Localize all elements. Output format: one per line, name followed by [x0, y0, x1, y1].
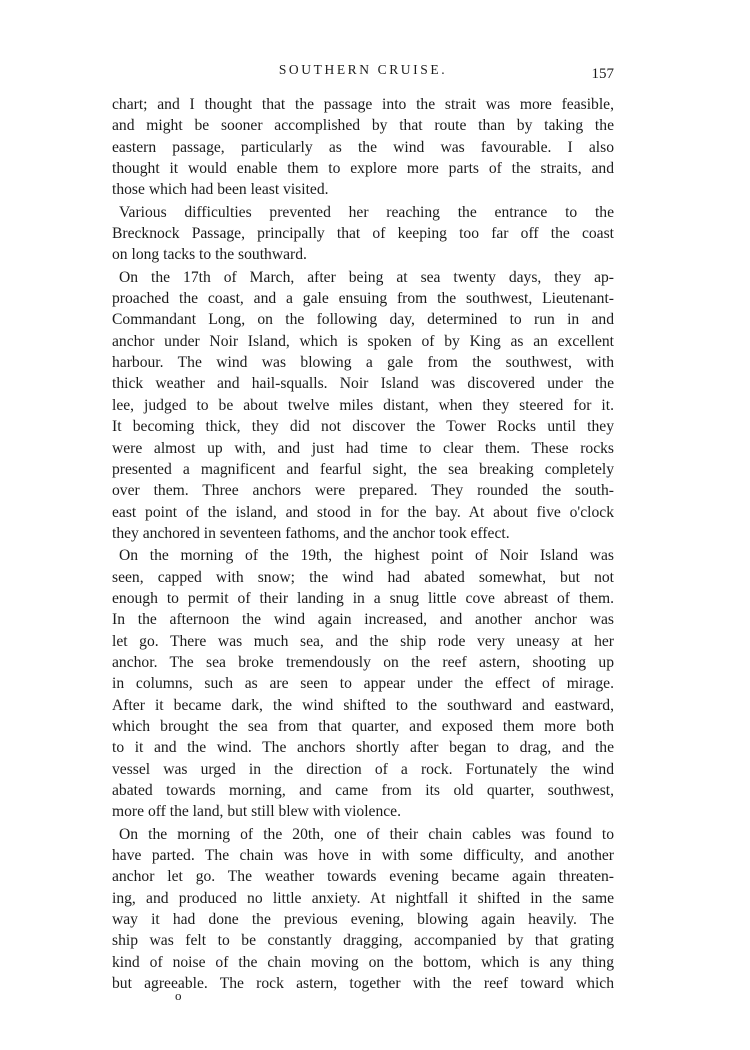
text-line: After it became dark, the wind shifted to the southward and eastward, [112, 696, 614, 714]
text-line: Various difficulties prevented her reaching the entrance to the [119, 203, 614, 221]
text-line: way it had done the previous evening, blowing again heavily. The [112, 911, 614, 929]
text-line: kind of noise of the chain moving on the bottom, which is any thing [112, 953, 614, 971]
text-line: ing, and produced no little anxiety. At nightfall it shifted in the same [112, 889, 614, 907]
paragraph-2 [112, 202, 614, 266]
text-line: eastern passage, particularly as the wind was favourable. I also [112, 138, 614, 156]
running-head [112, 58, 614, 88]
text-line: abated towards morning, and came from its old quarter, southwest, [112, 782, 614, 799]
text-line: lee, judged to be about twelve miles distant, when they steered for it. [112, 396, 614, 414]
text-line: have parted. The chain was hove in with some difficulty, and another [112, 847, 614, 865]
text-line: On the 17th of March, after being at sea twenty days, they ap- [119, 268, 614, 286]
text-line: proached the coast, and a gale ensuing from the southwest, Lieutenant- [112, 290, 614, 308]
text-line: Commandant Long, on the following day, determined to run in and [112, 311, 614, 329]
text-line: enough to permit of their landing in a snug little cove abreast of them. [112, 589, 614, 607]
page-body [112, 94, 614, 994]
text-line: thick weather and hail-squalls. Noir Island was discovered under the [112, 375, 614, 393]
text-line: anchor. The sea broke tremendously on the reef astern, shooting up [112, 653, 614, 671]
text-line: to it and the wind. The anchors shortly after began to drag, and the [112, 739, 614, 757]
text-line: in columns, such as are seen to appear under the effect of mirage. [112, 675, 614, 693]
text-line: but agreeable. The rock astern, together with the reef toward which [112, 975, 614, 993]
text-line: and might be sooner accomplished by that route than by taking the [112, 117, 614, 135]
paragraph-4 [112, 545, 614, 822]
paragraph-3 [112, 267, 614, 544]
text-line: harbour. The wind was blowing a gale from the southwest, with [112, 354, 614, 372]
text-line: they anchored in seventeen fathoms, and the anchor took effect. [112, 524, 510, 542]
text-line: over them. Three anchors were prepared. They rounded the south- [112, 482, 614, 500]
text-line: Brecknock Passage, principally that of keeping too far off the coast [112, 225, 614, 243]
text-line: ship was felt to be constantly dragging, accompanied by that grating [112, 932, 614, 950]
signature-mark: o [175, 988, 182, 1003]
text-line: let go. There was much sea, and the ship rode very uneasy at her [112, 632, 614, 650]
text-line: anchor let go. The weather towards evening became again threaten- [112, 868, 614, 886]
text-line: On the morning of the 19th, the highest point of Noir Island was [119, 547, 614, 565]
running-title: SOUTHERN CRUISE. [278, 62, 448, 77]
text-line: vessel was urged in the direction of a rock. Fortunately the wind [112, 760, 614, 778]
paragraph-1 [112, 94, 614, 201]
text-line: which brought the sea from that quarter, and exposed them more both [112, 717, 614, 735]
paragraph-5 [112, 824, 614, 995]
text-line: In the afternoon the wind again increased, and another anchor was [112, 611, 614, 629]
text-line: thought it would enable them to explore more parts of the straits, and [112, 160, 614, 178]
text-line: east point of the island, and stood in for the bay. At about five o'clock [112, 503, 614, 521]
text-line: presented a magnificent and fearful sight, the sea breaking completely [112, 460, 614, 478]
text-line: anchor under Noir Island, which is spoken of by King as an excellent [112, 332, 614, 350]
text-line: more off the land, but still blew with violence. [112, 803, 402, 821]
page-number: 157 [591, 66, 614, 82]
book-page [112, 58, 614, 994]
text-line: on long tacks to the southward. [112, 246, 307, 264]
text-line: were almost up with, and just had time to clear them. These rocks [112, 439, 614, 457]
text-line: those which had been least visited. [112, 181, 329, 199]
text-line: chart; and I thought that the passage into the strait was more feasible, [112, 96, 614, 113]
text-line: It becoming thick, they did not discover the Tower Rocks until they [112, 418, 614, 436]
text-line: On the morning of the 20th, one of their chain cables was found to [119, 825, 614, 843]
text-line: seen, capped with snow; the wind had abated somewhat, but not [112, 568, 614, 586]
